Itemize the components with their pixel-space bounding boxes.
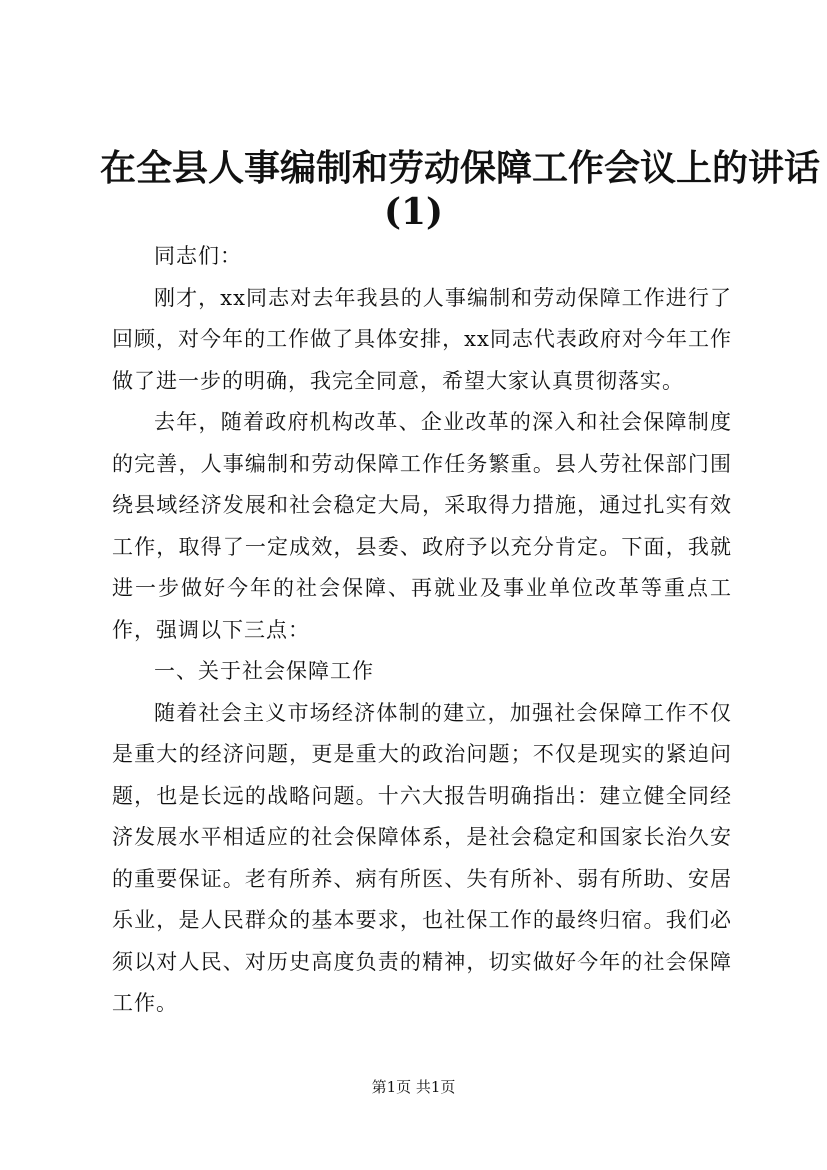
document-body xyxy=(112,236,732,1025)
salutation: 同志们： xyxy=(154,244,242,268)
paragraph: 刚才，xx同志对去年我县的人事编制和劳动保障工作进行了回顾，对今年的工作做了具体安排，xx同志代表政府对今年工作做了进一步的明确，我完全同意，希望大家认真贯彻落实。 xyxy=(112,285,732,393)
title-line-2: (1) xyxy=(383,191,444,233)
page-footer: 第1页 共1页 xyxy=(371,1078,456,1096)
section-heading: 一、关于社会保障工作 xyxy=(154,659,374,683)
document-title xyxy=(100,146,821,234)
paragraph: 去年，随着政府机构改革、企业改革的深入和社会保障制度的完善，人事编制和劳动保障工作任务繁重。县人劳社保部门围绕县域经济发展和社会稳定大局，采取得力措施，通过扎实有效工作，取得了一定成效，县委、政府予以充分肯定。下面，我就进一步做好今年的社会保障、再就业及事业单位改革等重点工作，强调以下三点： xyxy=(112,410,732,642)
paragraph: 随着社会主义市场经济体制的建立，加强社会保障工作不仅是重大的经济问题，更是重大的政治问题；不仅是现实的紧迫问题，也是长远的战略问题。十六大报告明确指出：建立健全同经济发展水平相适应的社会保障体系，是社会稳定和国家长治久安的重要保证。老有所养、病有所医、失有所补、弱有所助、安居乐业，是人民群众的基本要求，也社保工作的最终归宿。我们必须以对人民、对历史高度负责的精神，切实做好今年的社会保障工作。 xyxy=(112,700,732,1015)
title-line-1: 在全县人事编制和劳动保障工作会议上的讲话 xyxy=(100,147,821,189)
